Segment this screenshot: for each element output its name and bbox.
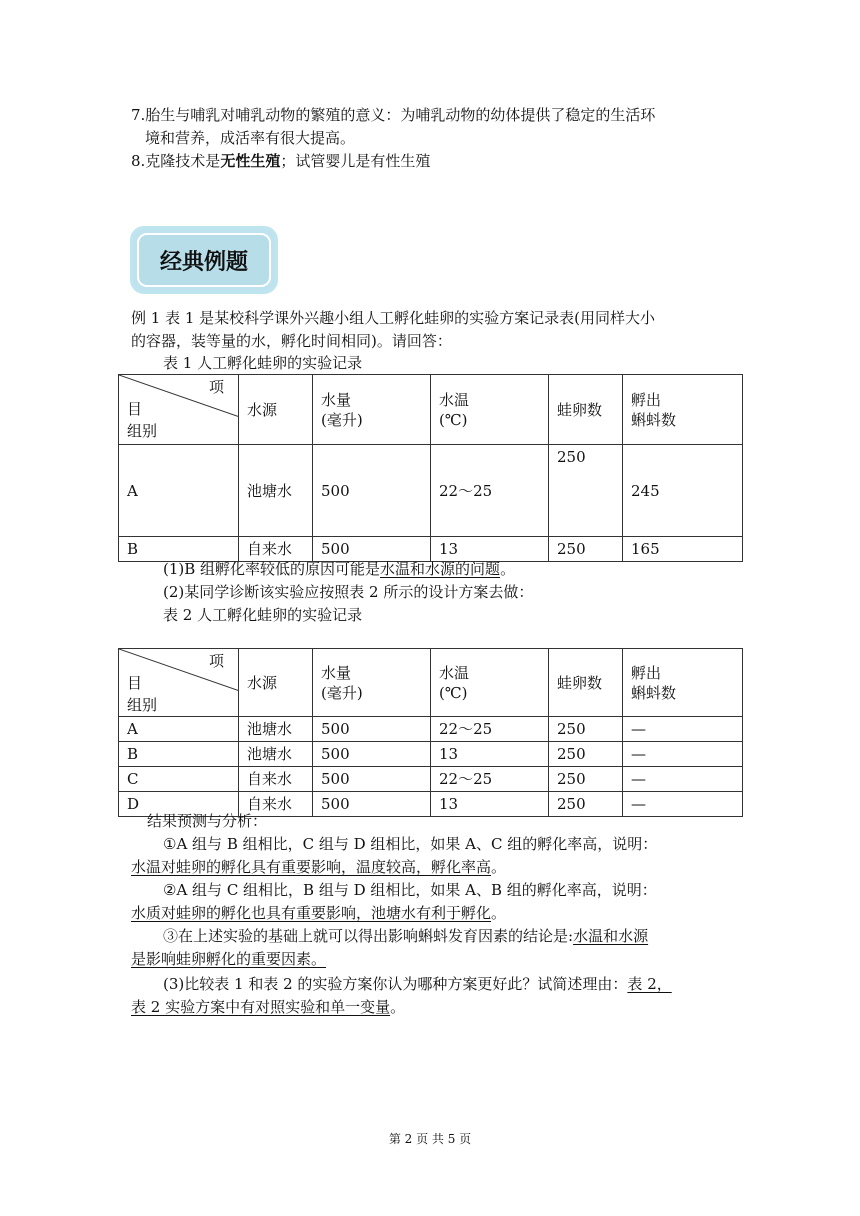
section-title-badge xyxy=(130,226,278,294)
cell-temp: 22～25 xyxy=(431,717,549,742)
table-row xyxy=(119,742,743,767)
cell-group: B xyxy=(119,537,239,562)
question-1: (1)B 组孵化率较低的原因可能是水温和水源的问题。 xyxy=(163,560,516,578)
cell-source: 自来水 xyxy=(239,537,313,562)
table-2-caption: 表 2 人工孵化蛙卵的实验记录 xyxy=(163,606,363,624)
item-7-line-2: 境和营养，成活率有很大提高。 xyxy=(145,129,356,147)
cell-source: 自来水 xyxy=(239,792,313,817)
header-temp: 水温 (℃) xyxy=(431,649,549,717)
prediction-3-answer-b: 是影响蛙卵孵化的重要因素。 xyxy=(131,950,327,968)
prediction-3-answer-a: 水温和水源 xyxy=(573,927,649,945)
cell-hatched: 165 xyxy=(623,537,743,562)
table-row xyxy=(119,767,743,792)
example-line-1: 例 1 表 1 是某校科学课外兴趣小组人工孵化蛙卵的实验方案记录表(用同样大小 xyxy=(131,309,656,327)
cell-hatched: 245 xyxy=(623,445,743,537)
diag-label-bottom: 组别 xyxy=(127,696,158,714)
question-3-line-2: 表 2 实验方案中有对照实验和单一变量。 xyxy=(131,998,406,1016)
item-8-prefix: 8.克隆技术是 xyxy=(131,152,221,170)
cell-hatched: — xyxy=(623,742,743,767)
cell-eggs: 250 xyxy=(549,767,623,792)
table-1 xyxy=(118,374,743,562)
prediction-title: 结果预测与分析： xyxy=(147,812,268,830)
cell-hatched: — xyxy=(623,792,743,817)
header-volume: 水量 (毫升) xyxy=(313,649,431,717)
item-8-line xyxy=(131,150,430,172)
header-source: 水源 xyxy=(239,375,313,445)
table-2 xyxy=(118,648,743,817)
header-source: 水源 xyxy=(239,649,313,717)
header-volume: 水量 (毫升) xyxy=(313,375,431,445)
header-hatched: 孵出 蝌蚪数 xyxy=(623,375,743,445)
cell-temp: 22～25 xyxy=(431,767,549,792)
item-8-suffix: ；试管婴儿是有性生殖 xyxy=(280,152,431,170)
cell-group: A xyxy=(119,717,239,742)
cell-group: C xyxy=(119,767,239,792)
header-hatched: 孵出 蝌蚪数 xyxy=(623,649,743,717)
table-1-diagonal-header xyxy=(119,375,239,445)
diag-label-bottom: 组别 xyxy=(127,422,158,440)
header-eggs: 蛙卵数 xyxy=(549,649,623,717)
cell-source: 池塘水 xyxy=(239,742,313,767)
cell-volume: 500 xyxy=(313,742,431,767)
question-3-answer-a: 表 2， xyxy=(627,975,672,993)
prediction-1-answer: 水温对蛙卵的孵化具有重要影响，温度较高，孵化率高 xyxy=(131,858,492,876)
cell-temp: 13 xyxy=(431,792,549,817)
cell-eggs: 250 xyxy=(549,742,623,767)
diag-label-top: 项 xyxy=(208,378,224,396)
cell-group: B xyxy=(119,742,239,767)
table-1-header-row xyxy=(119,375,743,445)
table-2-diagonal-header xyxy=(119,649,239,717)
cell-temp: 13 xyxy=(431,742,549,767)
cell-temp: 22～25 xyxy=(431,445,549,537)
prediction-2-line-1: ②A 组与 C 组相比，B 组与 D 组相比，如果 A、B 组的孵化率高，说明： xyxy=(163,881,657,899)
cell-source: 池塘水 xyxy=(239,717,313,742)
diag-label-top: 项 xyxy=(208,652,224,670)
cell-hatched: — xyxy=(623,717,743,742)
cell-volume: 500 xyxy=(313,767,431,792)
cell-volume: 500 xyxy=(313,537,431,562)
table-2-header-row xyxy=(119,649,743,717)
question-1-answer: 水温和水源的问题 xyxy=(380,560,501,578)
cell-source: 自来水 xyxy=(239,767,313,792)
diag-label-mid: 目 xyxy=(127,400,143,418)
table-1-caption: 表 1 人工孵化蛙卵的实验记录 xyxy=(163,354,363,372)
prediction-3-line-2 xyxy=(131,948,326,970)
cell-source: 池塘水 xyxy=(239,445,313,537)
cell-volume: 500 xyxy=(313,717,431,742)
cell-temp: 13 xyxy=(431,537,549,562)
item-7-line-1: 7.胎生与哺乳对哺乳动物的繁殖的意义：为哺乳动物的幼体提供了稳定的生活环 xyxy=(131,106,656,124)
prediction-2-answer: 水质对蛙卵的孵化也具有重要影响，池塘水有利于孵化 xyxy=(131,904,492,922)
cell-volume: 500 xyxy=(313,792,431,817)
cell-eggs: 250 xyxy=(549,445,623,537)
cell-volume: 500 xyxy=(313,445,431,537)
question-2: (2)某同学诊断该实验应按照表 2 所示的设计方案去做： xyxy=(163,583,534,601)
page-footer: 第 2 页 共 5 页 xyxy=(388,1132,472,1146)
cell-group: D xyxy=(119,792,239,817)
prediction-2-line-2: 水质对蛙卵的孵化也具有重要影响，池塘水有利于孵化。 xyxy=(131,904,507,922)
section-title: 经典例题 xyxy=(137,233,271,287)
cell-hatched: — xyxy=(623,767,743,792)
cell-group: A xyxy=(119,445,239,537)
header-eggs: 蛙卵数 xyxy=(549,375,623,445)
prediction-3-line-1: ③在上述实验的基础上就可以得出影响蝌蚪发育因素的结论是:水温和水源 xyxy=(163,927,649,945)
prediction-1-line-2: 水温对蛙卵的孵化具有重要影响，温度较高，孵化率高。 xyxy=(131,858,507,876)
cell-eggs: 250 xyxy=(549,537,623,562)
diag-label-mid: 目 xyxy=(127,674,143,692)
item-8-bold: 无性生殖 xyxy=(220,152,281,170)
header-temp: 水温 (℃) xyxy=(431,375,549,445)
table-row xyxy=(119,717,743,742)
table-row xyxy=(119,445,743,537)
question-3-answer-b: 表 2 实验方案中有对照实验和单一变量 xyxy=(131,998,391,1016)
example-line-2: 的容器，装等量的水，孵化时间相同)。请回答： xyxy=(131,332,452,350)
prediction-1-line-1: ①A 组与 B 组相比，C 组与 D 组相比，如果 A、C 组的孵化率高，说明： xyxy=(163,835,658,853)
cell-eggs: 250 xyxy=(549,792,623,817)
question-3-line-1: (3)比较表 1 和表 2 的实验方案你认为哪种方案更好此？试简述理由：表 2， xyxy=(163,975,672,993)
cell-eggs: 250 xyxy=(549,717,623,742)
